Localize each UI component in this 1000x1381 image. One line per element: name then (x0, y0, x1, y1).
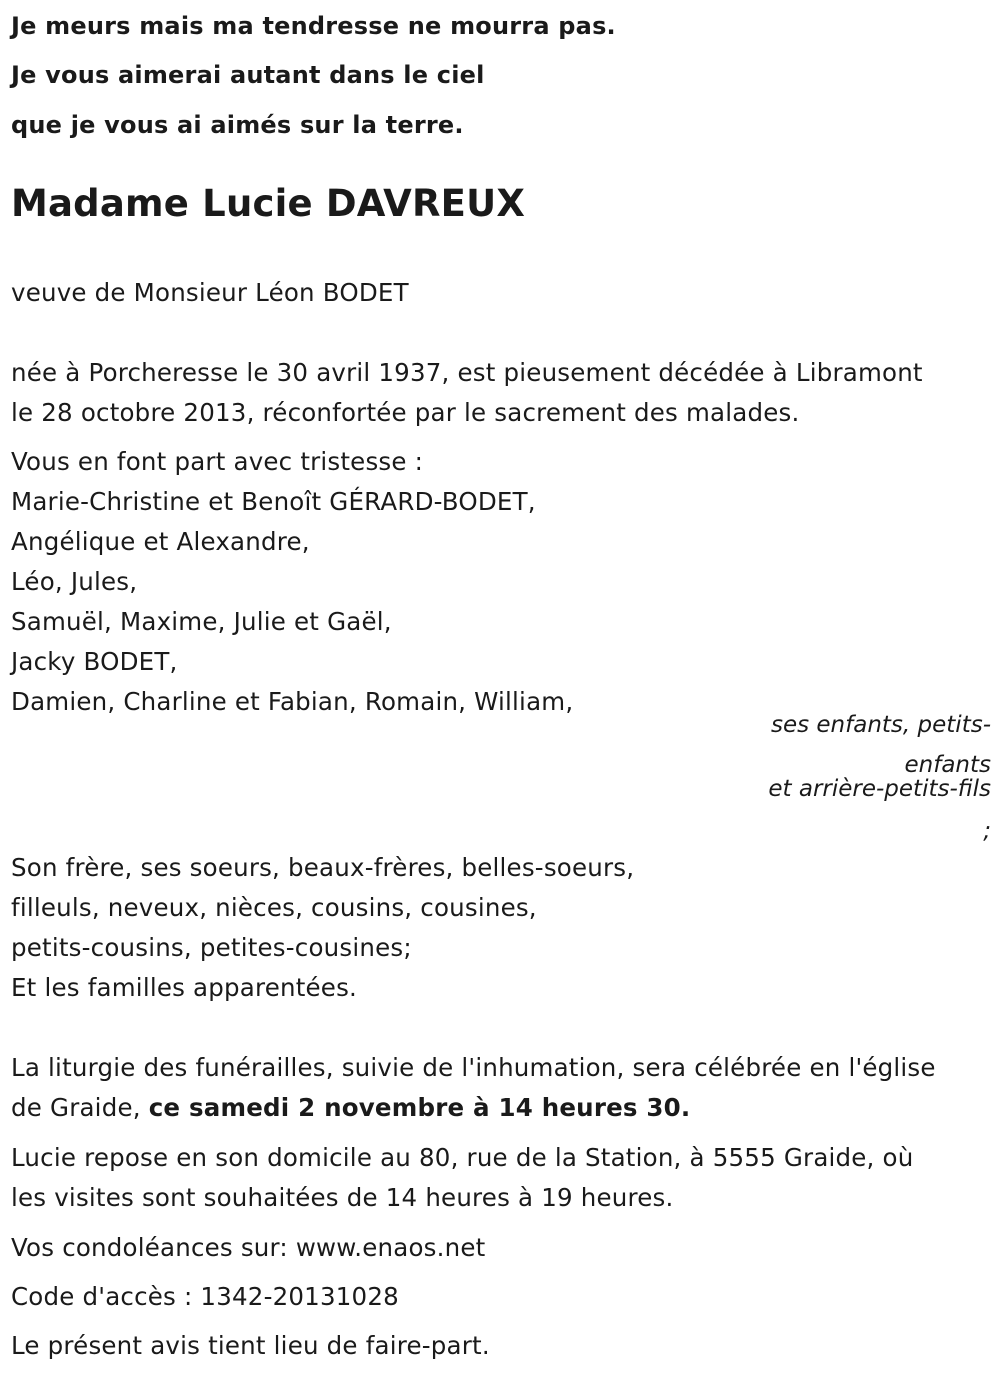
ceremony-line-2 (11, 1093, 690, 1123)
birth-death-line-2: le 28 octobre 2013, réconfortée par le sacrement des malades. (11, 398, 800, 427)
extended-family-line-3: petits-cousins, petites-cousines; (11, 933, 412, 962)
extended-family-line-4: Et les familles apparentées. (11, 973, 358, 1002)
notice-text: Le présent avis tient lieu de faire-part. (11, 1331, 490, 1360)
family-relation-line-4: ; (983, 818, 991, 844)
access-code: Code d'accès : 1342-20131028 (11, 1282, 399, 1311)
family-member: Léo, Jules, (11, 567, 138, 596)
family-member: Angélique et Alexandre, (11, 527, 310, 556)
family-member: Damien, Charline et Fabian, Romain, William, (11, 687, 574, 716)
condolences-link: Vos condoléances sur: www.enaos.net (11, 1233, 486, 1262)
visitation-line-1: Lucie repose en son domicile au 80, rue de la Station, à 5555 Graide, où (11, 1143, 914, 1172)
widow-of: veuve de Monsieur Léon BODET (11, 278, 409, 307)
epigraph-line-3: que je vous ai aimés sur la terre. (11, 111, 464, 139)
family-relation-line-1: ses enfants, petits- (770, 712, 991, 738)
family-relation-line-2: enfants (904, 752, 991, 778)
extended-family-line-2: filleuls, neveux, nièces, cousins, cousines, (11, 893, 537, 922)
family-member: Jacky BODET, (11, 647, 178, 676)
family-member: Marie-Christine et Benoît GÉRARD-BODET, (11, 487, 536, 516)
family-intro: Vous en font part avec tristesse : (11, 447, 424, 476)
family-member: Samuël, Maxime, Julie et Gaël, (11, 607, 392, 636)
epigraph-line-1: Je meurs mais ma tendresse ne mourra pas. (11, 12, 616, 40)
epigraph-line-2: Je vous aimerai autant dans le ciel (11, 61, 485, 89)
deceased-name: Madame Lucie DAVREUX (11, 182, 526, 225)
family-relation-line-3: et arrière-petits-fils (768, 776, 991, 802)
extended-family-line-1: Son frère, ses soeurs, beaux-frères, belles-soeurs, (11, 853, 635, 882)
ceremony-line-1: La liturgie des funérailles, suivie de l'inhumation, sera célébrée en l'église (11, 1053, 936, 1082)
ceremony-datetime: ce samedi 2 novembre à 14 heures 30. (148, 1093, 691, 1122)
birth-death-line-1: née à Porcheresse le 30 avril 1937, est pieusement décédée à Libramont (11, 358, 923, 387)
ceremony-place: de Graide, (11, 1093, 149, 1122)
visitation-line-2: les visites sont souhaitées de 14 heures à 19 heures. (11, 1183, 674, 1212)
